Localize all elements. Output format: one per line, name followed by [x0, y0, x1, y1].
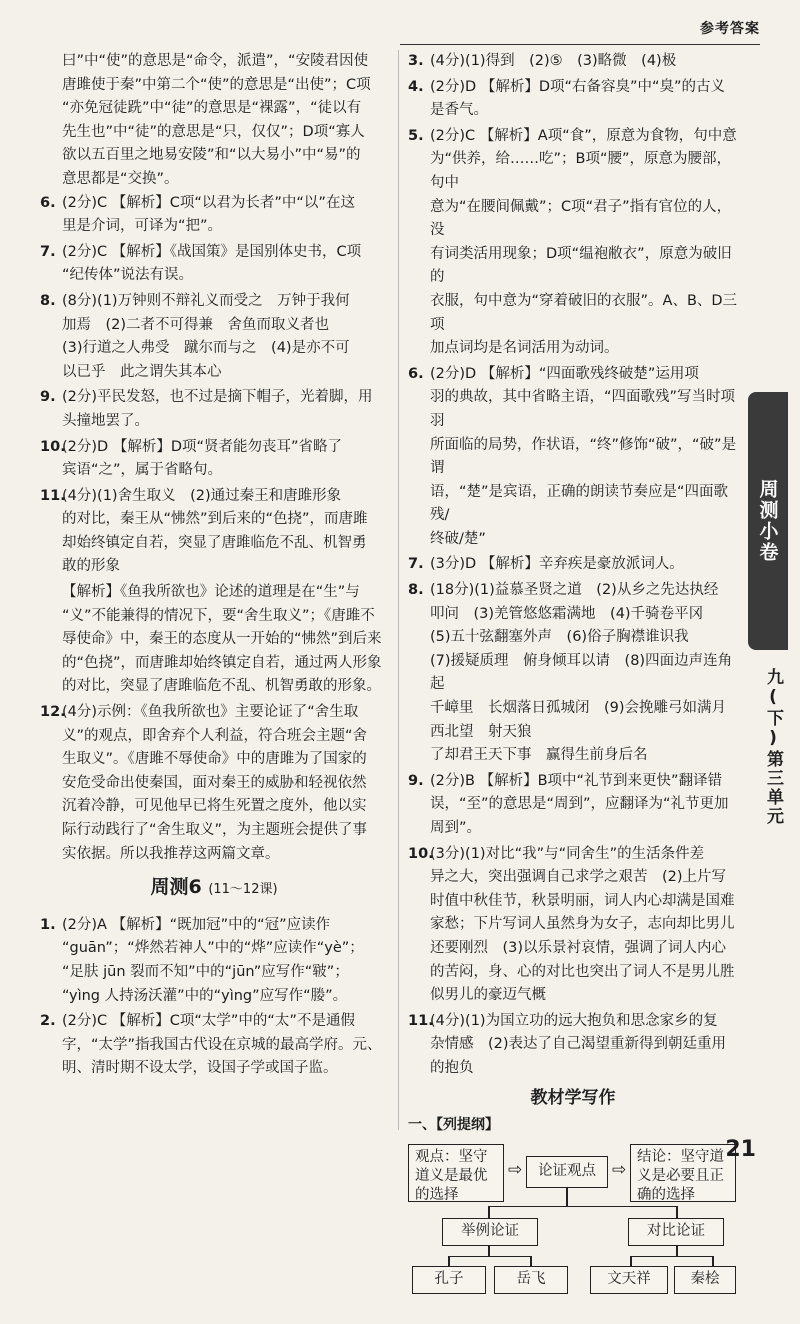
- text-line: 羽的典故，其中省略主语，“四面歌残”写当时项羽: [430, 389, 736, 429]
- item-number: 6.: [408, 365, 424, 382]
- connector-line: [630, 1256, 714, 1258]
- text-line: 宾语“之”，属于省略句。: [62, 462, 223, 479]
- text-line: (4分)示例：《鱼我所欲也》主要论证了“舍生取: [62, 704, 359, 721]
- viewpoint-box: 观点：坚守道义是最优的选择: [408, 1144, 504, 1202]
- conclusion-box: 结论：坚守道义是必要且正确的选择: [630, 1144, 736, 1202]
- connector-line: [488, 1206, 676, 1208]
- text-line: (4分)(1)舍生取义 (2)通过秦王和唐雎形象: [62, 487, 342, 504]
- text-line: 明、清时期不设太学，设国子学或国子监。: [62, 1060, 338, 1077]
- person-box: 文天祥: [590, 1266, 668, 1294]
- text-line: 的对比，秦王从“怫然”到后来的“色挠”，而唐雎: [62, 511, 368, 528]
- text-line: (2分)D 【解析】D项“贤者能勿丧耳”省略了: [62, 438, 343, 455]
- answer-item: [408, 579, 741, 768]
- arrow-right-icon: ⇨: [508, 1159, 523, 1180]
- text-line: “足肤 jūn 裂而不知”中的“jūn”应写作“皲”；: [62, 963, 349, 980]
- text-line: 终破/楚”: [430, 530, 486, 547]
- text-line: 头撞地罢了。: [62, 412, 149, 429]
- method-box: 举例论证: [442, 1218, 538, 1246]
- item-number: 6.: [40, 194, 56, 211]
- page-header: [400, 18, 760, 42]
- connector-line: [530, 1256, 532, 1266]
- answer-item: [40, 1010, 388, 1081]
- text-line: (2分)平民发怒，也不过是摘下帽子，光着脚，用: [62, 389, 373, 406]
- text-line: 唐雎使于秦”中第二个“使”的意思是“出使”；C项: [62, 76, 371, 93]
- item-number: 4.: [408, 78, 424, 95]
- connector-line: [448, 1256, 532, 1258]
- answer-item: [40, 192, 388, 239]
- unit-label: 九(下)第三单元: [763, 668, 783, 826]
- text-line: (4分)(1)得到 (2)⑤ (3)略微 (4)极: [430, 53, 677, 69]
- answer-item: [40, 290, 388, 384]
- text-line: 【解析】《鱼我所欲也》论述的道理是在“生”与: [62, 584, 360, 601]
- answer-item: [408, 363, 738, 552]
- connector-line: [566, 1188, 568, 1206]
- text-line: (2分)C 【解析】C项“太学”中的“太”不是通假: [62, 1013, 355, 1030]
- connector-line: [630, 1256, 632, 1266]
- item-number: 8.: [408, 582, 424, 599]
- text-line: 语，“楚”是宾语，正确的朗读节奏应是“四面歌残/: [430, 483, 729, 524]
- section-title-sub: (11～12课): [208, 882, 278, 898]
- text-line: 先生也”中“徒”的意思是“只，仅仅”；D项“寡人: [62, 123, 365, 140]
- text-line: (2分)C 【解析】A项“食”，原意为食物，句中意: [430, 127, 737, 144]
- item-number: 8.: [40, 292, 56, 309]
- text-line: 欲以五百里之地易安陵”和“以大易小”中“易”的: [62, 147, 361, 164]
- connector-line: [488, 1206, 490, 1218]
- text-line: 字，“太学”指我国古代设在京城的最高学府。元、: [62, 1036, 382, 1053]
- answer-item: [40, 436, 388, 483]
- item-number: 9.: [408, 772, 424, 789]
- text-line: 为“供养，给……吃”；B项“腰”，原意为腰部，句中: [430, 151, 731, 191]
- text-line: 误，“至”的意思是“周到”，应翻译为“礼节更加: [430, 796, 729, 813]
- text-line: 衣服，句中意为“穿着破旧的衣服”。A、B、D三项: [430, 292, 738, 333]
- text-line: 敢的形象: [62, 558, 120, 575]
- item-number: 10.: [40, 438, 66, 455]
- text-line: (2分)B 【解析】B项中“礼节到来更快”翻译错: [430, 772, 723, 789]
- text-line: 加点词均是名词活用为动词。: [430, 340, 619, 357]
- text-line: 里是介词，可译为“把”。: [62, 218, 223, 235]
- text-line: (2分)C 【解析】《战国策》是国别体史书，C项: [62, 243, 362, 260]
- text-line: 的“色挠”，而唐雎却始终镇定自若，通过两人形象: [62, 654, 382, 671]
- item-number: 1.: [40, 916, 56, 933]
- text-line: (3分)(1)对比“我”与“同舍生”的生活条件差: [430, 845, 705, 862]
- text-line: 所面临的局势，作状语，“终”修饰“破”，“破”是谓: [430, 436, 737, 477]
- item-number: 5.: [408, 127, 424, 144]
- answer-item: [40, 701, 388, 866]
- text-line: “亦免冠徒跣”中“徒”的意思是“裸露”，“徒以有: [62, 100, 362, 117]
- text-line: 的苦闷，身、心的对比也突出了词人不是男儿胜: [430, 963, 735, 980]
- item-number: 2.: [40, 1013, 56, 1030]
- text-line: 生取义”。《唐雎不辱使命》中的唐雎为了国家的: [62, 751, 367, 768]
- text-line: 异之大，突出强调自己求学之艰苦 (2)上片写: [430, 869, 727, 886]
- text-line: 时值中秋佳节，秋景明丽，词人内心却满是国难: [430, 892, 735, 909]
- item-number: 9.: [40, 389, 56, 406]
- connector-line: [712, 1256, 714, 1266]
- text-line: 杂情感 (2)表达了自己渴望重新得到朝廷重用: [430, 1036, 727, 1053]
- text-line: 加焉 (2)二者不可得兼 舍鱼而取义者也: [62, 316, 330, 333]
- text-line: 还要刚烈 (3)以乐景衬哀情，强调了词人内心: [430, 939, 727, 956]
- side-tab: 周测小卷: [748, 392, 788, 650]
- text-line: 是香气。: [430, 102, 488, 119]
- text-line: (5)五十弦翻塞外声 (6)俗子胸襟谁识我: [430, 629, 689, 646]
- left-column: [40, 50, 388, 1083]
- text-line: “纪传体”说法有误。: [62, 267, 194, 284]
- item-number: 7.: [40, 243, 56, 260]
- writing-title: 教材学写作: [530, 1087, 616, 1108]
- text-line: 意思都是“交换”。: [62, 170, 179, 187]
- text-line: (2分)A 【解析】“既加冠”中的“冠”应读作: [62, 916, 331, 933]
- text-line: (2分)D 【解析】D项“右备容臭”中“臭”的古义: [430, 78, 726, 95]
- text-line: 却始终镇定自若，突显了唐雎临危不乱、机智勇: [62, 534, 367, 551]
- text-line: 周到”。: [430, 820, 482, 836]
- text-line: 的对比，突显了唐雎临危不乱、机智勇敢的形象。: [62, 678, 381, 695]
- text-line: “guān”；“烨然若神人”中的“烨”应读作“yè”；: [62, 940, 364, 957]
- outline-diagram: [408, 1144, 738, 1324]
- text-line: 以已乎 此之谓失其本心: [62, 363, 222, 380]
- item-number: 11.: [408, 1012, 434, 1029]
- answer-item: [408, 50, 738, 74]
- person-box: 秦桧: [674, 1266, 736, 1294]
- item-number: 12.: [40, 704, 66, 721]
- arrow-right-icon: ⇨: [612, 1159, 627, 1180]
- text-line: “义”不能兼得的情况下，要“舍生取义”；《唐雎不: [62, 607, 375, 624]
- text-line: 曰”中“使”的意思是“命令，派遣”，“安陵君因使: [62, 53, 369, 69]
- text-line: 义”的观点，即舍弃个人利益，符合班会主题“舍: [62, 727, 368, 744]
- answer-item: [408, 76, 738, 123]
- answer-item: [408, 770, 738, 841]
- item-number: 3.: [408, 53, 424, 69]
- text-line: 安危受命出使秦国，面对秦王的威胁和轻视依然: [62, 774, 367, 791]
- text-line: 意为“在腰间佩戴”；C项“君子”指有官位的人，没: [430, 198, 732, 239]
- answer-item: [408, 1010, 738, 1081]
- text-line: (8分)(1)万钟则不辩礼义而受之 万钟于我何: [62, 292, 350, 309]
- page-number: 21: [725, 1137, 756, 1162]
- answer-item: [408, 553, 738, 577]
- argument-box: 论证观点: [526, 1156, 608, 1188]
- header-rule: [400, 44, 760, 45]
- text-line: 了却君王天下事 赢得生前身后名: [430, 747, 648, 764]
- text-line: 有词类活用现象；D项“缊袍敝衣”，原意为破旧的: [430, 245, 732, 286]
- answer-item: [408, 125, 738, 361]
- answer-item: [40, 914, 388, 1008]
- person-box: 岳飞: [494, 1266, 568, 1294]
- text-line: 似男儿的豪迈气概: [430, 987, 546, 1004]
- answer-item: [40, 386, 388, 433]
- text-line: (3)行道之人弗受 蹴尔而与之 (4)是亦不可: [62, 340, 350, 357]
- answer-item: [40, 241, 388, 288]
- header-label: 参考答案: [700, 21, 760, 37]
- text-line: (7)援疑质理 俯身倾耳以请 (8)四面边声连角起: [430, 652, 733, 693]
- text-line: 沉着冷静，可见他早已将生死置之度外，他以实: [62, 798, 367, 815]
- text-line: (2分)C 【解析】C项“以君为长者”中“以”在这: [62, 194, 355, 211]
- continued-text: [62, 50, 388, 192]
- text-line: 的抱负: [430, 1059, 474, 1076]
- text-line: 家愁；下片写词人虽然身为女子，志向却比男儿: [430, 916, 735, 933]
- connector-line: [676, 1206, 678, 1218]
- text-line: (2分)D 【解析】“四面歌残终破楚”运用项: [430, 365, 699, 382]
- text-line: (4分)(1)为国立功的远大抱负和思念家乡的复: [430, 1012, 718, 1029]
- connector-line: [488, 1246, 490, 1256]
- item-number: 10.: [408, 845, 434, 862]
- answer-item: [408, 843, 738, 1008]
- answer-item: [40, 485, 388, 699]
- connector-line: [448, 1256, 450, 1266]
- outline-label: 一、【列提纲】: [408, 1117, 499, 1134]
- text-line: 际行动践行了“舍生取义”，为主题班会提供了事: [62, 822, 368, 838]
- analysis-block: [62, 581, 388, 699]
- person-box: 孔子: [412, 1266, 486, 1294]
- text-line: 实依据。所以我推荐这两篇文章。: [62, 845, 280, 862]
- text-line: “yìng 人持汤沃灌”中的“yìng”应写作“媵”。: [62, 987, 348, 1004]
- connector-line: [676, 1246, 678, 1256]
- text-line: 千嶂里 长烟落日孤城闭 (9)会挽雕弓如满月 西北望 射天狼: [430, 700, 741, 740]
- section-title: [40, 876, 388, 902]
- text-line: (18分)(1)益慕圣贤之道 (2)从乡之先达执经: [430, 582, 719, 599]
- text-line: (3分)D 【解析】辛弃疾是豪放派词人。: [430, 556, 684, 573]
- text-line: 叩问 (3)羌管悠悠霜满地 (4)千骑卷平冈: [430, 605, 704, 622]
- item-number: 11.: [40, 487, 66, 504]
- text-line: 辱使命》中，秦王的态度从一开始的“怫然”到后来: [62, 631, 382, 648]
- method-box: 对比论证: [628, 1218, 724, 1246]
- section-title-main: 周测6: [150, 876, 202, 899]
- item-number: 7.: [408, 556, 424, 573]
